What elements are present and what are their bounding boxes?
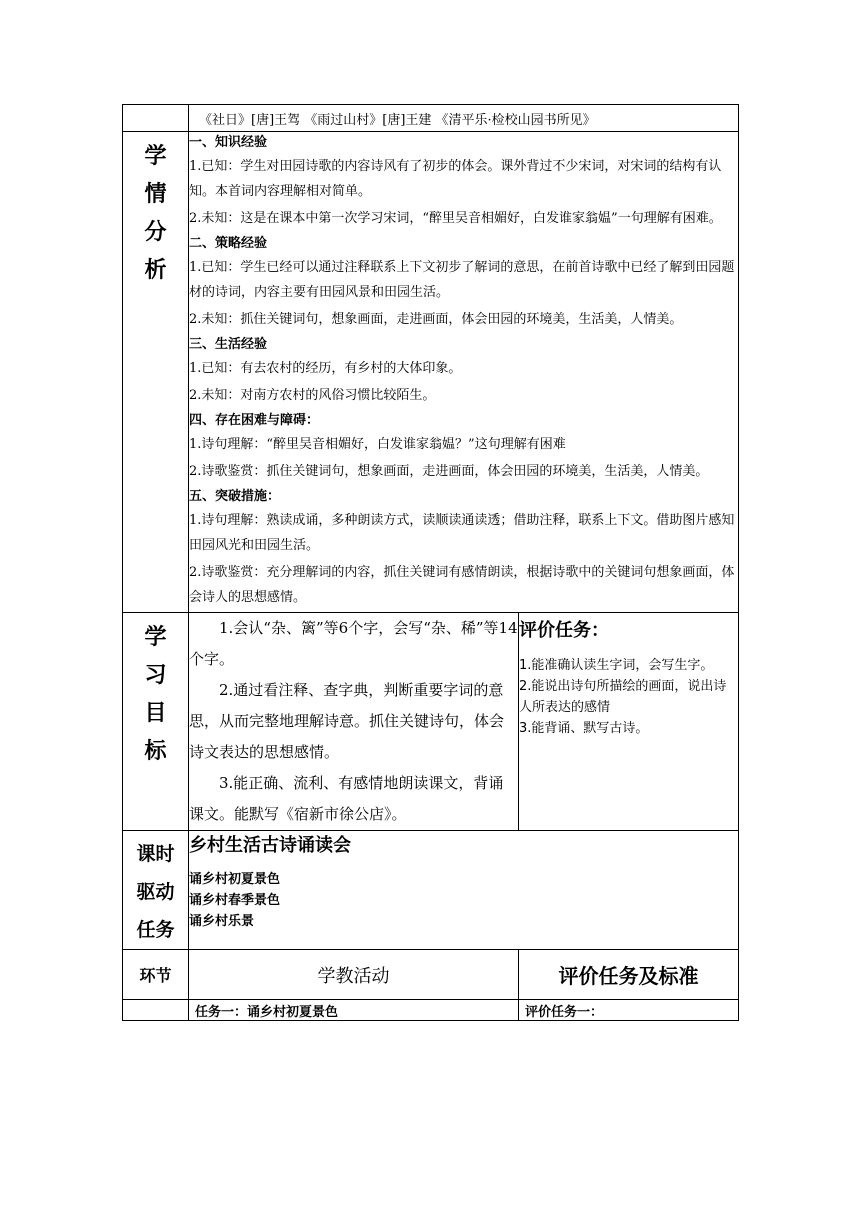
section-item: 1.已知：有去农村的经历，有乡村的大体印象。 bbox=[189, 361, 462, 376]
eval-title: 评价任务： bbox=[519, 620, 609, 641]
section-heading: 一、知识经验 bbox=[189, 135, 268, 150]
task-item: 诵乡村乐景 bbox=[189, 914, 255, 929]
section-item: 1.诗句理解：“醉里吴音相媚好，白发谁家翁媪？”这句理解有困难 bbox=[189, 437, 566, 452]
task-one: 任务一：诵乡村初夏景色 bbox=[189, 1000, 519, 1021]
task-item: 诵乡村初夏景色 bbox=[189, 872, 281, 887]
eval-item: 2.能说出诗句所描绘的画面，说出诗人所表达的感情 bbox=[519, 679, 727, 715]
task-content bbox=[189, 831, 739, 950]
section-item: 1.已知：学生已经可以通过注释联系上下文初步了解词的意思，在前首诗歌中已经了解到田园题材的诗词，内容主要有田园风景和田园生活。 bbox=[189, 260, 735, 300]
analysis-label: 学 情 分 析 bbox=[123, 132, 189, 613]
section-item: 2.诗歌鉴赏：充分理解词的内容，抓住关键词有感情朗读，根据诗歌中的关键词句想象画面，体会诗人的思想感情。 bbox=[189, 565, 735, 605]
goal-item: 1.会认“杂、篱”等6个字，会写“杂、稀”等14个字。 bbox=[189, 619, 518, 668]
goals-content bbox=[189, 613, 519, 831]
section-item: 2.未知：对南方农村的风俗习惯比较陌生。 bbox=[189, 388, 436, 403]
section-item: 2.未知：这是在课本中第一次学习宋词，“醉里吴音相媚好，白发谁家翁媪”一句理解有困难。 bbox=[189, 211, 722, 226]
task-row bbox=[123, 831, 739, 950]
task-one-row bbox=[123, 1000, 739, 1021]
goal-item: 3.能正确、流利、有感情地朗读课文，背诵课文。能默写《宿新市徐公店》。 bbox=[189, 774, 504, 823]
lesson-plan-table bbox=[122, 104, 739, 1021]
section-item: 1.诗句理解：熟读成诵，多种朗读方式，读顺读通读透；借助注释，联系上下文。借助图片感知田园风光和田园生活。 bbox=[189, 513, 735, 553]
eval-one: 评价任务一： bbox=[519, 1000, 739, 1021]
col-eval: 评价任务及标准 bbox=[519, 950, 739, 1000]
goals-row bbox=[123, 613, 739, 831]
task-title: 乡村生活古诗诵读会 bbox=[189, 835, 351, 856]
goals-label: 学 习 目 标 bbox=[123, 613, 189, 831]
col-activity: 学教活动 bbox=[189, 950, 519, 1000]
section-item: 1.已知：学生对田园诗歌的内容诗风有了初步的体会。课外背过不少宋词，对宋词的结构有认知。本首词内容理解相对简单。 bbox=[189, 159, 722, 199]
section-heading: 三、生活经验 bbox=[189, 337, 268, 352]
section-heading: 二、策略经验 bbox=[189, 236, 268, 251]
col-stage: 环节 bbox=[123, 950, 189, 1000]
eval-item: 1.能准确认读生字词，会写生字。 bbox=[519, 658, 714, 673]
poems-row bbox=[123, 105, 739, 132]
section-item: 2.未知：抓住关键词句，想象画面，走进画面，体会田园的环境美，生活美，人情美。 bbox=[189, 312, 683, 327]
column-header-row bbox=[123, 950, 739, 1000]
section-item: 2.诗歌鉴赏：抓住关键词句，想象画面，走进画面，体会田园的环境美，生活美，人情美。 bbox=[189, 464, 709, 479]
goals-eval bbox=[519, 613, 739, 831]
section-heading: 四、存在困难与障碍： bbox=[189, 413, 320, 428]
task-item: 诵乡村春季景色 bbox=[189, 893, 281, 908]
section-heading: 五、突破措施： bbox=[189, 489, 281, 504]
task-label: 课时 驱动 任务 bbox=[123, 831, 189, 950]
poems-title: 《社日》[唐]王驾 《雨过山村》[唐]王建 《清平乐·检校山园书所见》 bbox=[189, 105, 739, 132]
eval-item: 3.能背诵、默写古诗。 bbox=[519, 721, 649, 736]
analysis-content bbox=[189, 132, 739, 613]
analysis-row bbox=[123, 132, 739, 613]
goal-item: 2.通过看注释、查字典，判断重要字词的意思，从而完整地理解诗意。抓住关键诗句，体会诗文表达的思想感情。 bbox=[189, 681, 505, 761]
